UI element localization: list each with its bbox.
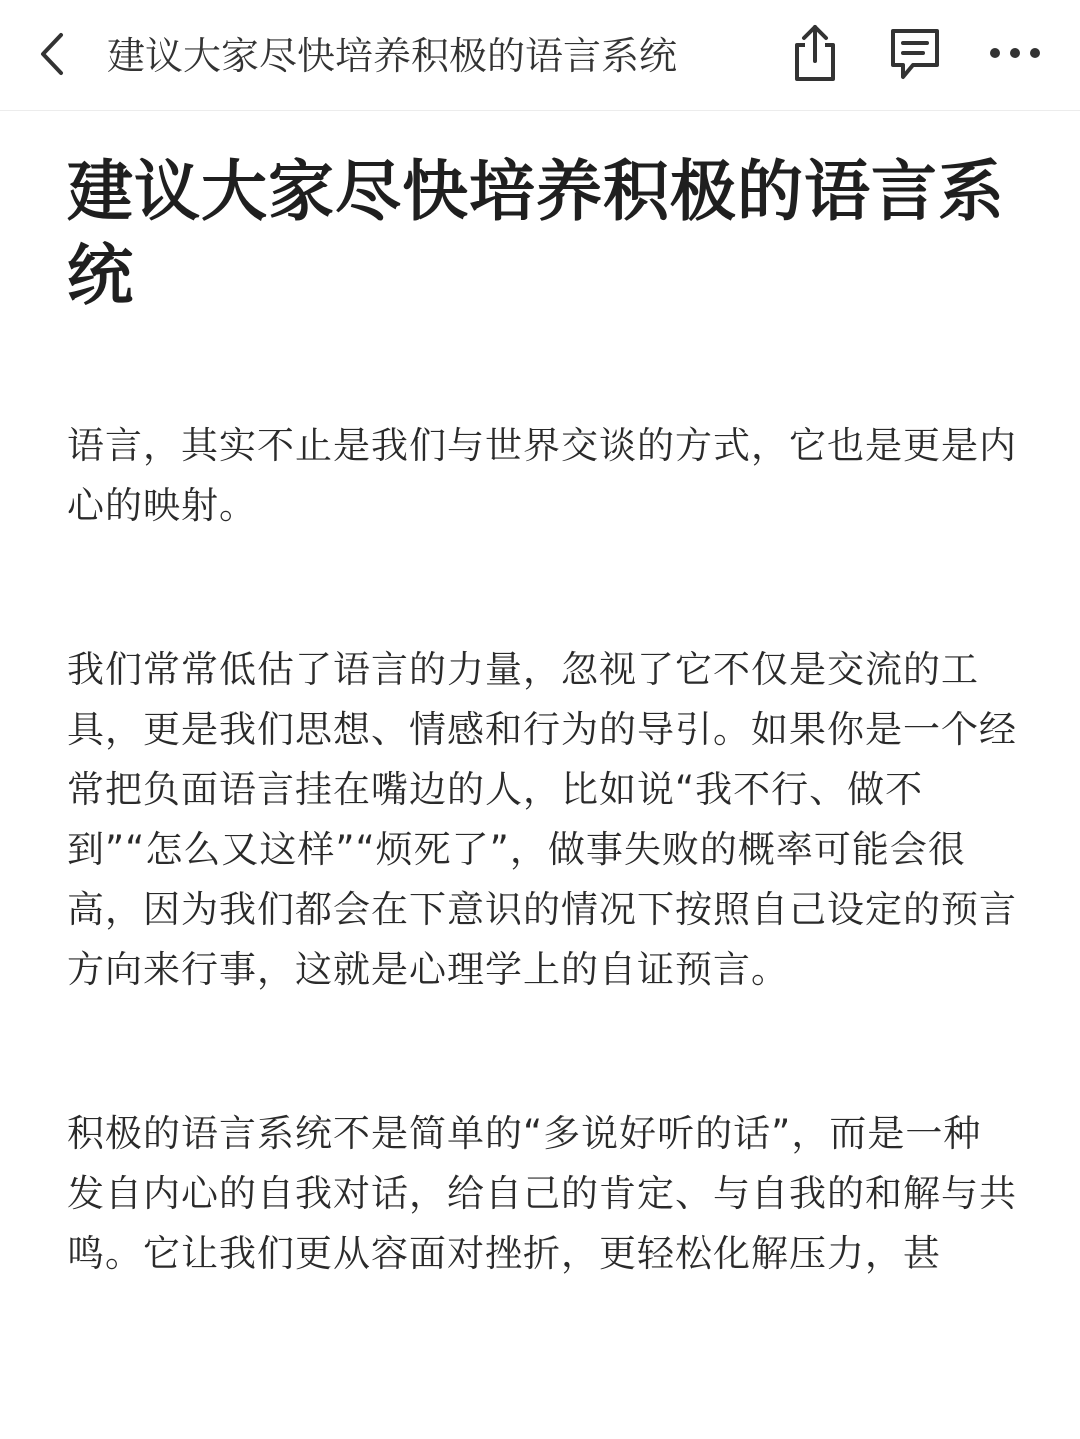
nav-title: 建议大家尽快培养积极的语言系统 bbox=[107, 34, 678, 78]
top-nav-bar bbox=[0, 0, 1080, 111]
comment-button[interactable] bbox=[880, 20, 950, 90]
chevron-left-icon bbox=[37, 31, 67, 81]
share-button[interactable] bbox=[780, 20, 850, 90]
article-paragraph: 积极的语言系统不是简单的“多说好听的话”，而是一种发自内心的自我对话，给自己的肯定、与自我的和解与共鸣。它让我们更从容面对挫折，更轻松化解压力，甚 bbox=[67, 1112, 1017, 1275]
article-title: 建议大家尽快培养积极的语言系统 bbox=[67, 153, 1005, 314]
more-button[interactable] bbox=[980, 20, 1050, 90]
share-icon bbox=[787, 21, 843, 89]
article-paragraph: 我们常常低估了语言的力量，忽视了它不仅是交流的工具，更是我们思想、情感和行为的导引。如果你是一个经常把负面语言挂在嘴边的人，比如说“我不行、做不到”“怎么又这样”“烦死了”，做事失败的概率可能会很高，因为我们都会在下意识的情况下按照自己设定的预言方向来行事，这就是心理学上的自证预言。 bbox=[67, 648, 1017, 991]
comment-icon bbox=[885, 23, 945, 87]
article-content bbox=[67, 150, 1017, 1284]
more-horizontal-icon bbox=[987, 43, 1043, 67]
article-paragraph: 语言，其实不止是我们与世界交谈的方式，它也是更是内心的映射。 bbox=[67, 424, 1017, 527]
back-button[interactable] bbox=[28, 28, 76, 84]
